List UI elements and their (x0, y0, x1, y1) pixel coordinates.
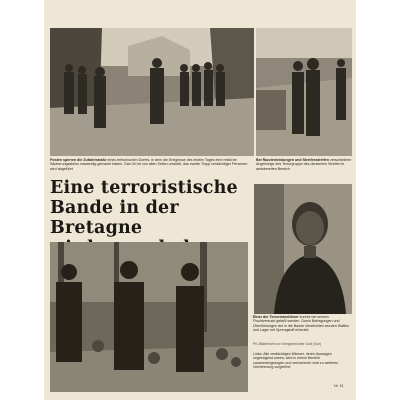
headline-line-1: Eine terroristische (50, 178, 238, 198)
caption-forest (253, 352, 351, 370)
caption-street-lead: Posten sperren die Zufahrtstraße (50, 158, 107, 162)
caption-portrait-text: konnte bei seinem Fluchtversuch gefaßt werden. Durch Befragungen und Überführungen der in die Bande Verstrickten wurden Waffen und Lager mit Sprengstoff erbeutet (253, 315, 349, 333)
caption-arrest-text: verschiedene Angehörige des Terrorgruppe des deutschen Streifen in amtsbereiten Bereich (256, 158, 352, 171)
photo-credit: PK-Bildbericht von Kriegsberichter Graf (Sch) (253, 342, 322, 346)
headline-line-2: Bande in der Bretagne (50, 198, 179, 238)
caption-portrait (253, 315, 351, 333)
caption-arrest-lead: Bei Razzienleistungen und Streifenstreifen (256, 158, 329, 162)
caption-forest-text: Links: Alle verdächtigen Männer, deren Aussagen ungenügend waren, wird in einem Bereich zusammengezogen und vernommen wird zu weiteren Vernehmung vorgeführt (253, 352, 339, 370)
photo-arrest (256, 28, 352, 156)
caption-street (50, 158, 254, 171)
caption-street-text: eines bretonischen Dorfes, in dem die Ereignisse des letzten Tages eine restliche Säuberungsaktion notwendig gemacht haben. Das Ort ist von allen Seiten umstellt, das zweite Trupp verdächtiger Personen wird abgeführt (50, 158, 248, 171)
photo-street-checkpoint (50, 28, 254, 156)
photo-forest-roundup (50, 242, 248, 392)
caption-portrait-lead: Einer der Terroristenführer (253, 315, 299, 319)
photo-captured-leader (254, 184, 352, 314)
page-number: Nr. 51 (334, 384, 344, 388)
caption-arrest (256, 158, 352, 171)
